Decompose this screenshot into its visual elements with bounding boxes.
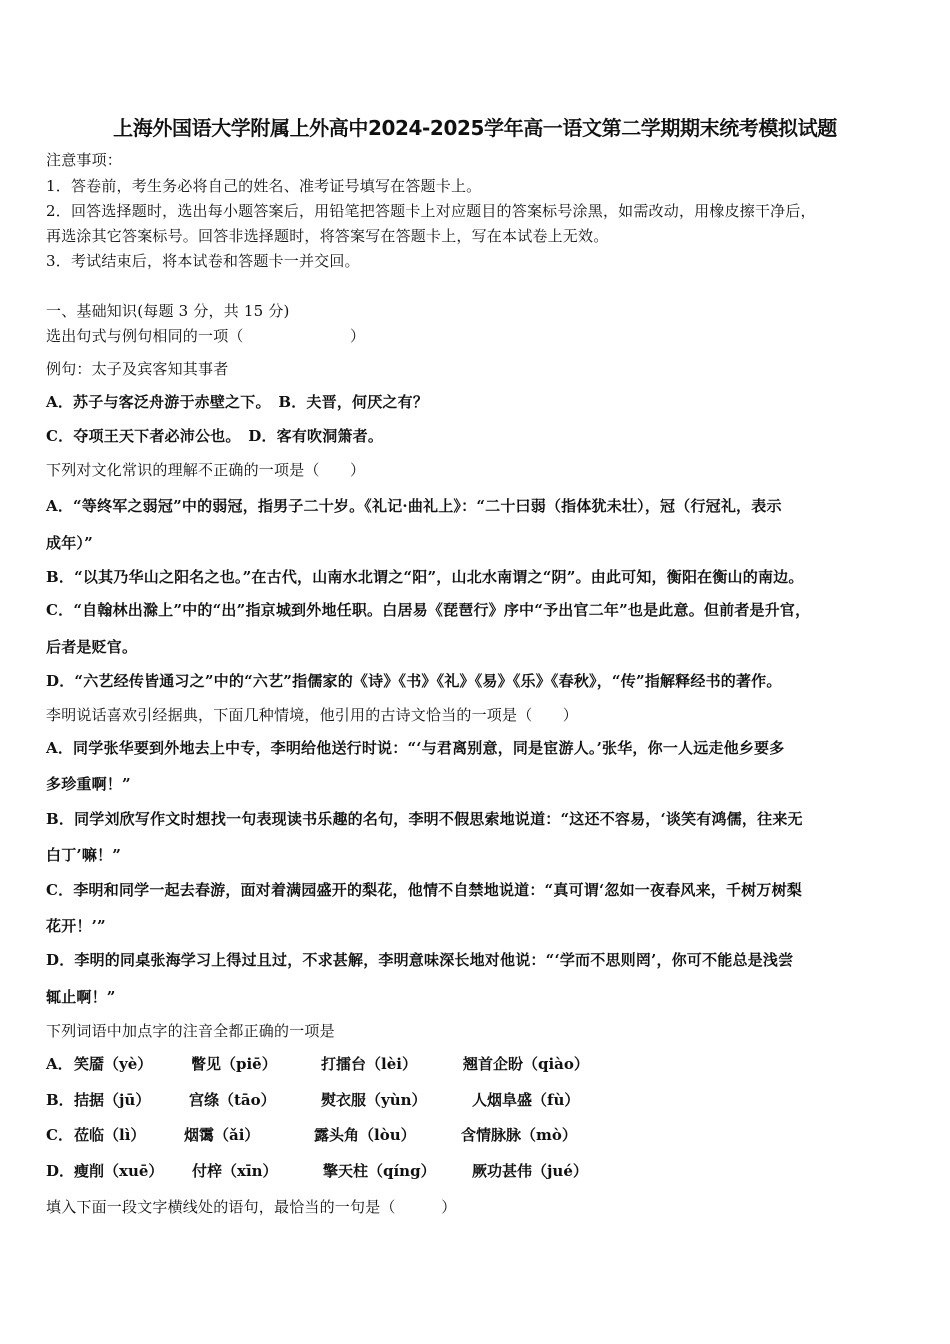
option-line: 辄止啊！”: [46, 988, 116, 1006]
section-heading: 一、基础知识(每题 3 分，共 15 分): [46, 302, 290, 320]
question-example: 例句：太子及宾客知其事者: [46, 360, 229, 378]
option-item: 翘首企盼（qiào）: [463, 1055, 589, 1073]
option-line: 成年）”: [46, 534, 93, 552]
option-item: 付梓（xīn）: [192, 1162, 278, 1180]
option-item: 烟霭（ǎi）: [184, 1126, 260, 1144]
notice-item: 1．答卷前，考生务必将自己的姓名、准考证号填写在答题卡上。: [46, 177, 482, 195]
option-item: 瘦削（xuē）: [74, 1162, 164, 1180]
option-item: 含情脉脉（mò）: [461, 1126, 577, 1144]
option-item: 瞥见（piē）: [191, 1055, 277, 1073]
option-line: C．“自翰林出滁上”中的“出”指京城到外地任职。白居易《琵琶行》序中“予出官二年”也是此意。但前者是升官，: [46, 601, 811, 619]
notice-heading: 注意事项：: [46, 151, 123, 169]
option-label: A．: [46, 1055, 73, 1073]
option-line: C．夺项王天下者必沛公也。 D．客有吹洞箫者。: [46, 427, 384, 445]
option-line: 多珍重啊！”: [46, 775, 131, 793]
option-item: 宫绦（tāo）: [189, 1091, 276, 1109]
question-stem: 下列词语中加点字的注音全都正确的一项是: [46, 1022, 335, 1040]
option-item: 莅临（lì）: [74, 1126, 146, 1144]
question-stem: 李明说话喜欢引经据典，下面几种情境，他引用的古诗文恰当的一项是（ ）: [46, 706, 579, 724]
option-line: B．“以其乃华山之阳名之也。”在古代，山南水北谓之“阳”，山北水南谓之“阴”。由此可知，衡阳在衡山的南边。: [46, 568, 804, 586]
option-line: A．同学张华要到外地去上中专，李明给他送行时说：“‘与君离别意，同是宦游人。’张华，你一人远走他乡要多: [46, 739, 785, 757]
option-item: 拮据（jū）: [74, 1091, 151, 1109]
option-item: 露头角（lòu）: [314, 1126, 416, 1144]
option-line: 白丁’嘛！”: [46, 846, 122, 864]
option-line: D．“六艺经传皆通习之”中的“六艺”指儒家的《诗》《书》《礼》《易》《乐》《春秋》，“传”指解释经书的著作。: [46, 672, 782, 690]
option-line: D．李明的同桌张海学习上得过且过，不求甚解，李明意味深长地对他说：“‘学而不思则罔’，你可不能总是浅尝: [46, 951, 794, 969]
question-stem: 选出句式与例句相同的一项（ ）: [46, 327, 366, 345]
page-title: 上海外国语大学附属上外高中2024-2025学年高一语文第二学期期末统考模拟试题: [113, 116, 837, 140]
question-stem: 下列对文化常识的理解不正确的一项是（ ）: [46, 461, 366, 479]
option-label: B．: [46, 1091, 74, 1109]
notice-item: 3．考试结束后，将本试卷和答题卡一并交回。: [46, 252, 360, 270]
option-item: 打擂台（lèi）: [321, 1055, 417, 1073]
option-line: B．同学刘欣写作文时想找一句表现读书乐趣的名句，李明不假思索地说道：“这还不容易，‘谈笑有鸿儒，往来无: [46, 810, 803, 828]
option-item: 熨衣服（yùn）: [321, 1091, 427, 1109]
option-line: 后者是贬官。: [46, 638, 138, 656]
option-item: 擎天柱（qíng）: [323, 1162, 436, 1180]
option-line: A．“等终军之弱冠”中的弱冠，指男子二十岁。《礼记·曲礼上》：“二十曰弱（指体犹未壮），冠（行冠礼，表示: [46, 497, 782, 515]
option-label: C．: [46, 1126, 73, 1144]
option-item: 厥功甚伟（jué）: [472, 1162, 588, 1180]
question-stem: 填入下面一段文字横线处的语句，最恰当的一句是（ ）: [46, 1198, 457, 1216]
option-line: A．苏子与客泛舟游于赤壁之下。 B．夫晋，何厌之有？: [46, 393, 429, 411]
option-item: 笑靥（yè）: [74, 1055, 153, 1073]
notice-item: 2．回答选择题时，选出每小题答案后，用铅笔把答题卡上对应题目的答案标号涂黑，如需改动，用橡皮擦干净后，: [46, 202, 816, 220]
option-line: C．李明和同学一起去春游，面对着满园盛开的梨花，他情不自禁地说道：“真可谓‘忽如一夜春风来，千树万树梨: [46, 881, 802, 899]
option-item: 人烟阜盛（fù）: [472, 1091, 580, 1109]
notice-item: 再选涂其它答案标号。回答非选择题时，将答案写在答题卡上，写在本试卷上无效。: [46, 227, 609, 245]
option-line: 花开！’”: [46, 917, 106, 935]
option-label: D．: [46, 1162, 75, 1180]
